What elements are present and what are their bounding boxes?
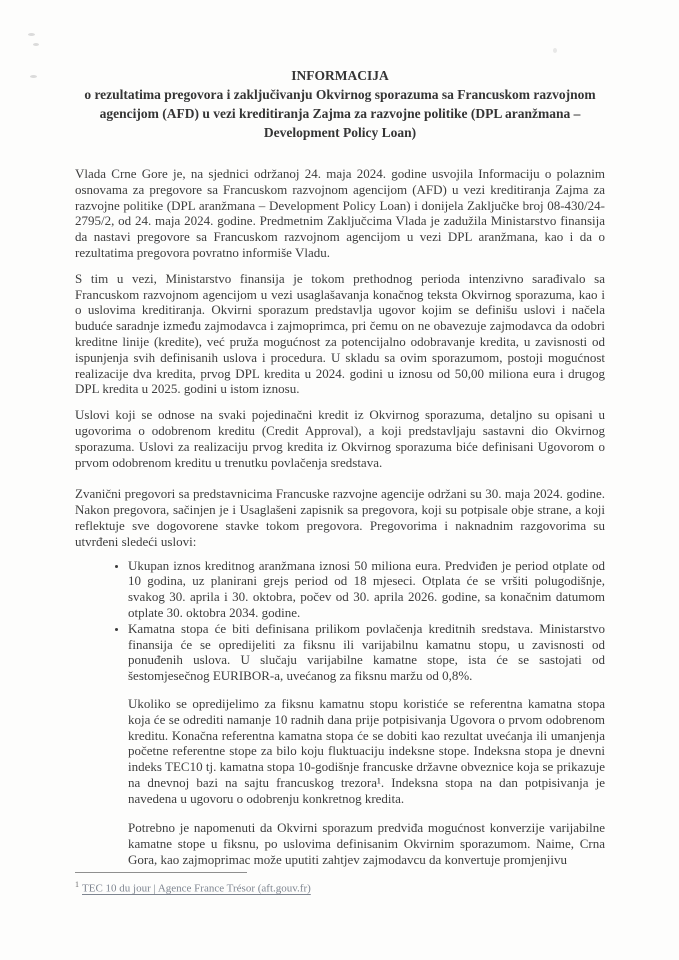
sub-paragraph-fixed-rate: Ukoliko se opredijelimo za fiksnu kamatnu stopu koristiće se referentna kamatna stopa koja će se odrediti namanje 10 radnih dana prije potpisivanja Ugovora o prvom odobrenom kreditu. Konačna referentna kamatna stopa će se dobiti kao rezultat uvećanja ili umanjenja početne referentne stope za bilo koju fluktuaciju indeksne stope. Indeksna stopa je dnevni indeks TEC10 tj. kamatna stopa 10-godišnje francuske državne obveznice koja se prikazuje na dnevnoj bazi na sajtu francuskog trezora¹. Indeksna stopa na dan potpisivanja je navedena u ugovoru o odobrenju konkretnog kredita. <box>128 695 605 806</box>
paragraph-negotiations: Zvanični pregovori sa predstavnicima Francuske razvojne agencije održani su 30. maja 2024. godine. Nakon pregovora, sačinjen je i Usaglašeni zapisnik sa pregovora, koji su potpisale obje strane, a koji reflektuje sve dogovorene stavke tokom pregovora. Pregovorima i naknadnim razgovorima su utvrđeni sledeći uslovi: <box>75 486 605 549</box>
footnote-link[interactable]: TEC 10 du jour | Agence France Trésor (aft.gouv.fr) <box>82 882 311 895</box>
document-body <box>75 0 605 868</box>
document-title: INFORMACIJA <box>291 68 389 83</box>
list-item-loan-amount: • Ukupan iznos kreditnog aranžmana iznosi 50 miliona eura. Predviđen je period otplate od 10 godina, uz planirani grejs period od 18 mjeseci. Otplata će se vršiti polugodišnje, svakog 30. aprila i 30. oktobra, počev od 30. aprila 2026. godine, sa konačnim datumom otplate 30. oktobra 2034. godine. <box>128 558 605 621</box>
footnote-divider <box>75 872 247 873</box>
footnote-area <box>75 872 605 896</box>
scan-artifact <box>30 75 37 78</box>
paragraph-cooperation: S tim u vezi, Ministarstvo finansija je tokom prethodnog perioda intenzivno sarađivalo sa Francuskom razvojnom agencijom u vezi usaglašavanja konačnog teksta Okvirnog sporazuma, kao i o uslovima kreditiranja. Okvirni sporazum predstavlja ugovor kojim se definišu uslovi i načela buduće saradnje između zajmodavca i zajmoprimca, pri čemu on ne obavezuje zajmodavca da odobri kreditne linije (kredite), već pruža mogućnost za potencijalno odobravanje kredita, u zavisnosti od ispunjenja svih definisanih uslova i procedura. U skladu sa ovim sporazumom, postoji mogućnost realizacije dva kredita, prvog DPL kredita u 2024. godini u iznosu od 50,00 miliona eura i drugog DPL kredita u 2025. godini u istom iznosu. <box>75 270 605 397</box>
document-subtitle: o rezultatima pregovora i zaključivanju Okvirnog sporazuma sa Francuskom razvojnom agencijom (AFD) u vezi kreditiranja Zajma za razvojne politike (DPL aranžmana – Development Policy Loan) <box>84 87 596 140</box>
scan-artifact <box>28 33 35 36</box>
footnote-marker: 1 <box>75 880 79 889</box>
paragraph-intro: Vlada Crne Gore je, na sjednici održanoj 24. maja 2024. godine usvojila Informaciju o polaznim osnovama za pregovore sa Francuskom razvojnom agencijom (AFD) u vezi kreditiranja Zajma za razvojne politike (DPL aranžmana – Development Policy Loan) i donijela Zaključke broj 08-430/24-2795/2, od 24. maja 2024. godine. Predmetnim Zaključcima Vlada je zadužila Ministarstvo finansija da nastavi pregovore sa Francuskom razvojnom agencijom u vezi DPL aranžmana, kao i da o rezultatima pregovora povratno informiše Vladu. <box>75 166 605 260</box>
conditions-list <box>75 558 605 684</box>
footnote <box>75 878 605 896</box>
scan-artifact <box>33 43 39 46</box>
sub-paragraph-conversion: Potrebno je napomenuti da Okvirni sporazum predviđa mogućnost konverzije varijabilne kamatne stope u fiksnu, po uslovima definisanim Okvirnim sporazumom. Naime, Crna Gora, kao zajmoprimac može uputiti zahtjev zajmodavcu da konvertuje promjenjivu <box>128 820 605 868</box>
list-item-interest-rate: • Kamatna stopa će biti definisana prilikom povlačenja kreditnih sredstava. Ministarstvo finansija će se opredijeliti za fiksnu ili varijabilnu kamatnu stopu, u zavisnosti od ponuđenih uslova. U slučaju varijabilne kamatne stope, ista će se sastojati od šestomjesečnog EURIBOR-a, uvećanog za fiksnu maržu od 0,8%. <box>128 621 605 684</box>
paragraph-credit-conditions: Uslovi koji se odnose na svaki pojedinačni kredit iz Okvirnog sporazuma, detaljno su opisani u ugovorima o odobrenom kreditu (Credit Approval), a koji predstavljaju sastavni dio Okvirnog sporazuma. Uslovi za realizaciju prvog kredita iz Okvirnog sporazuma biće definisani Ugovorom o prvom odobrenom kreditu u trenutku povlačenja sredstava. <box>75 407 605 470</box>
